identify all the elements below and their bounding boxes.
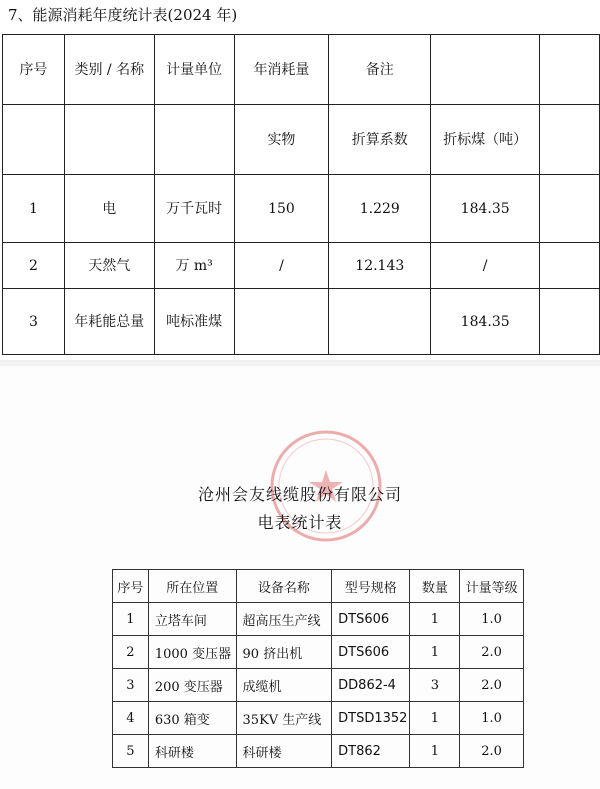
header-cell: 折算系数 — [329, 105, 431, 175]
header-cell: 备注 — [329, 35, 431, 105]
table-row: 5 科研楼 科研楼 DT862 1 2.0 — [113, 735, 524, 768]
header-cell: 序号 — [3, 35, 65, 105]
header-cell — [431, 35, 540, 105]
header-cell: 型号规格 — [332, 570, 410, 603]
table-header-row — [3, 35, 600, 105]
table-row: 1 电 万千瓦时 150 1.229 184.35 — [3, 175, 600, 243]
table-subheader-row — [3, 105, 600, 175]
section-title: 7、能源消耗年度统计表(2024 年) — [8, 6, 238, 24]
table-row: 2 1000 变压器 90 挤出机 DTS606 1 2.0 — [113, 636, 524, 669]
table-header-row — [113, 570, 524, 603]
table-row: 2 天然气 万 m³ / 12.143 / — [3, 243, 600, 289]
header-cell: 设备名称 — [236, 570, 332, 603]
header-cell: 所在位置 — [148, 570, 236, 603]
meter-statistics-table — [112, 569, 524, 768]
header-cell: 年消耗量 — [234, 35, 329, 105]
table-row: 3 年耗能总量 吨标准煤 184.35 — [3, 289, 600, 355]
header-cell — [540, 35, 600, 105]
table-row: 1 立塔车间 超高压生产线 DTS606 1 1.0 — [113, 603, 524, 636]
energy-consumption-table — [2, 34, 600, 355]
table-row: 3 200 变压器 成缆机 DD862-4 3 2.0 — [113, 669, 524, 702]
header-cell: 折标煤（吨） — [431, 105, 540, 175]
header-cell: 计量单位 — [154, 35, 234, 105]
table-row: 4 630 箱变 35KV 生产线 DTSD1352 1 1.0 — [113, 702, 524, 735]
header-cell: 序号 — [113, 570, 149, 603]
header-cell: 计量等级 — [460, 570, 524, 603]
meter-table-title: 电表统计表 — [257, 513, 343, 532]
header-cell: 类别 / 名称 — [64, 35, 154, 105]
header-cell: 数量 — [410, 570, 460, 603]
company-name: 沧州会友线缆股份有限公司 — [197, 485, 402, 504]
header-cell: 实物 — [234, 105, 329, 175]
